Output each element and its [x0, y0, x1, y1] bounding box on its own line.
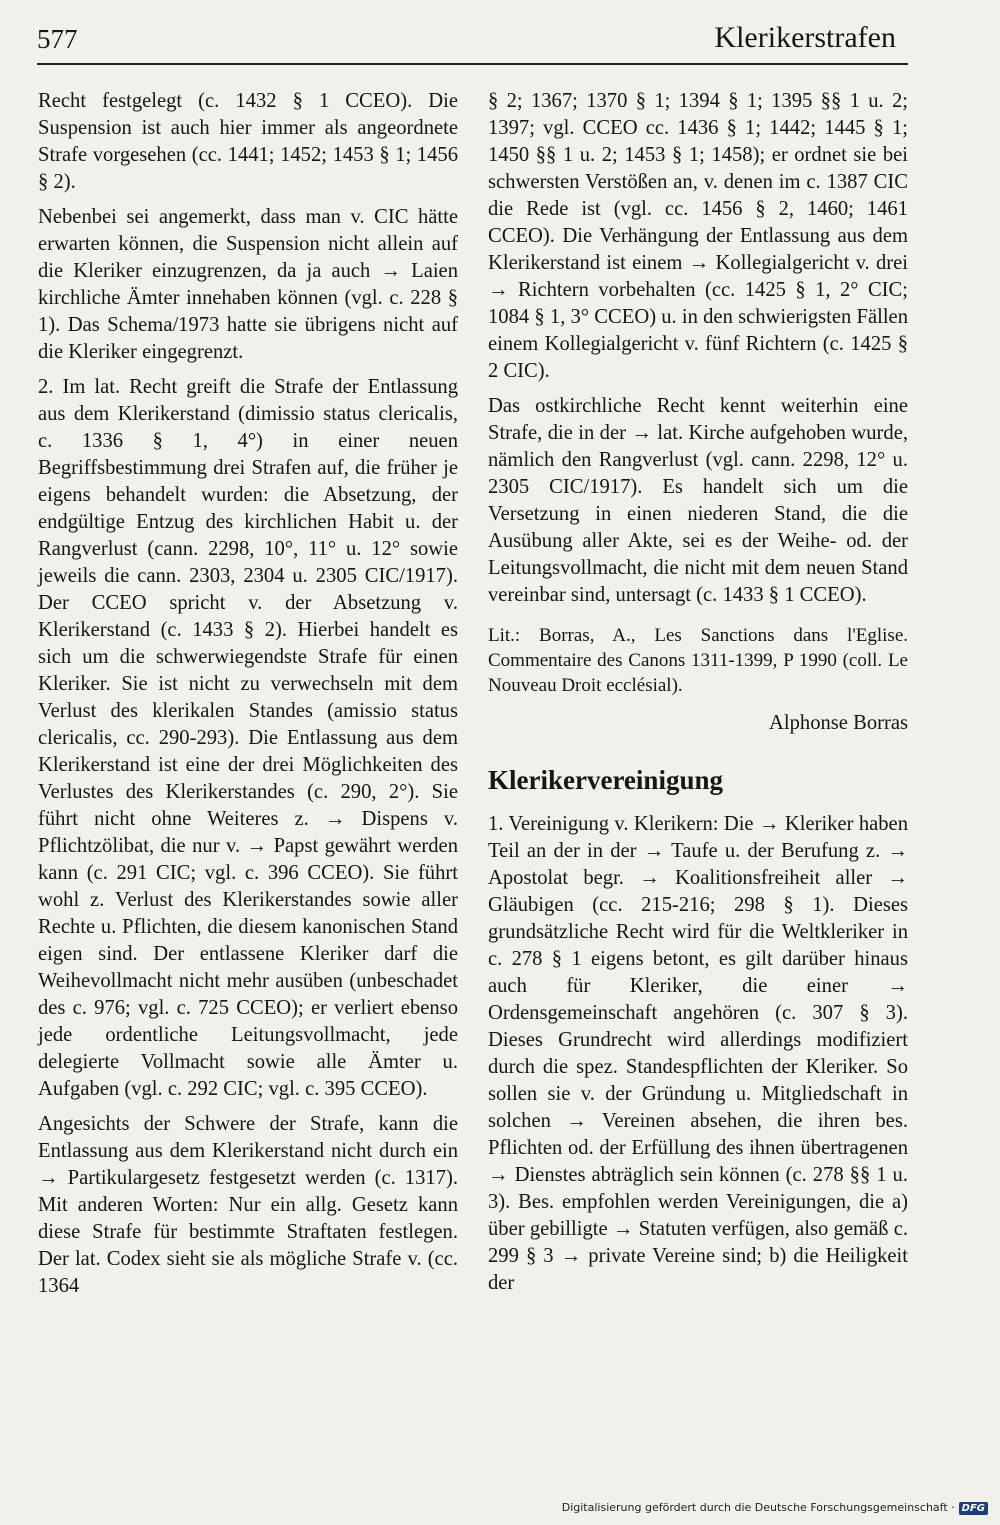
paragraph: Nebenbei sei angemerkt, dass man v. CIC hätte erwarten können, die Suspension nicht allein auf die Kleriker einzugrenzen, da ja auch → Laien kirchliche Ämter innehaben können (vgl. c. 228 § 1). Das Schema/1973 hatte sie übrigens nicht auf die Kleriker eingegrenzt. [38, 206, 458, 363]
paragraph: 1. Vereinigung v. Klerikern: Die → Kleriker haben Teil an der in der → Taufe u. der Berufung z. → Apostolat begr. → Koalitionsfreiheit aller → Gläubigen (cc. 215-216; 298 § 1). Dieses grundsätzliche Recht wird für die Weltkleriker in c. 278 § 1 eigens betont, es gilt darüber hinaus auch für Kleriker, die einer → Ordensgemeinschaft angehören (c. 307 § 3). Dieses Grundrecht wird allerdings modifiziert durch die spez. Standespflichten der Kleriker. So sollen sie v. der Gründung u. Mitgliedschaft in solchen → Vereinen absehen, die ihren bes. Pflichten od. der Erfüllung des ihnen übertragenen → Dienstes abträglich sein können (c. 278 §§ 1 u. 3). Bes. empfohlen werden Vereinigungen, die a) über gebilligte → Statuten verfügen, also gemäß c. 299 § 3 → private Vereine sind; b) die Heiligkeit der [488, 813, 908, 1294]
left-column [38, 88, 458, 1308]
paragraph: § 2; 1367; 1370 § 1; 1394 § 1; 1395 §§ 1 u. 2; 1397; vgl. CCEO cc. 1436 § 1; 1442; 1445 § 1; 1450 §§ 1 u. 2; 1453 § 1; 1458); er ordnet sie bei schwersten Verstößen an, v. denen im c. 1387 CIC die Rede ist (vgl. cc. 1456 § 2, 1460; 1461 CCEO). Die Verhängung der Entlassung aus dem Klerikerstand ist einem → Kollegialgericht v. drei → Richtern vorbehalten (cc. 1425 § 1, 2° CIC; 1084 § 1, 3° CCEO) u. in den schwierigsten Fällen einem Kollegialgericht v. fünf Richtern (c. 1425 § 2 CIC). [488, 90, 908, 382]
author-signature: Alphonse Borras [769, 712, 908, 734]
paragraph: Das ostkirchliche Recht kennt weiterhin eine Strafe, die in der → lat. Kirche aufgehoben wurde, nämlich den Rangverlust (vgl. cann. 2298, 12° u. 2305 CIC/1917). Es handelt sich um die Versetzung in einen niederen Stand, die die Ausübung aller Akte, sei es der Weihe- od. der Leitungsvollmacht, die nicht mit dem neuen Stand vereinbar sind, untersagt (c. 1433 § 1 CCEO). [488, 395, 908, 606]
footer [562, 1501, 988, 1515]
paragraph: 2. Im lat. Recht greift die Strafe der Entlassung aus dem Klerikerstand (dimissio status clericalis, c. 1336 § 1, 4°) in einer neuen Begriffsbestimmung drei Strafen auf, die früher je eigens behandelt wurden: die Absetzung, der endgültige Entzug des kirchlichen Habit u. der Rangverlust (cann. 2298, 10°, 11° u. 12° sowie jeweils die cann. 2303, 2304 u. 2305 CIC/1917). Der CCEO spricht v. der Absetzung v. Klerikerstand (c. 1433 § 2). Hierbei handelt es sich um die schwerwiegendste Strafe für einen Kleriker. Sie ist nicht zu verwechseln mit dem Verlust des klerikalen Standes (amissio status clericalis, cc. 290-293). Die Entlassung aus dem Klerikerstand ist eine der drei Möglichkeiten des Verlustes des Klerikerstandes (c. 290, 2°). Sie führt nicht ohne Weiteres z. → Dispens v. Pflichtzölibat, die nur v. → Papst gewährt werden kann (c. 291 CIC; vgl. c. 396 CCEO). Sie führt wohl z. Verlust des Klerikerstandes sowie aller Rechte u. Pflichten, die diesem kanonischen Stand eigen sind. Der entlassene Kleriker darf die Weihevollmacht nicht mehr ausüben (unbeschadet des c. 976; vgl. c. 725 CCEO); er verliert ebenso jede ordentliche Leitungsvollmacht, jede delegierte Vollmacht sowie alle Ämter u. Aufgaben (vgl. c. 292 CIC; vgl. c. 395 CCEO). [38, 376, 458, 1100]
dfg-logo: DFG [959, 1502, 988, 1515]
entry-title: Klerikervereinigung [488, 765, 723, 795]
paragraph: Recht festgelegt (c. 1432 § 1 CCEO). Die Suspension ist auch hier immer als angeordnete Strafe vorgesehen (cc. 1441; 1452; 1453 § 1; 1456 § 2). [38, 90, 458, 193]
right-column [488, 88, 908, 1305]
page-number: 577 [37, 24, 78, 54]
running-head: Klerikerstrafen [714, 21, 896, 54]
header-rule [37, 63, 908, 65]
footer-text: Digitalisierung gefördert durch die Deutsche Forschungsgemeinschaft · [561, 1501, 955, 1514]
paragraph: Angesichts der Schwere der Strafe, kann die Entlassung aus dem Klerikerstand nicht durch ein → Partikulargesetz festgesetzt werden (c. 1317). Mit anderen Worten: Nur ein allg. Gesetz kann diese Strafe für bestimmte Straftaten festlegen. Der lat. Codex sieht sie als mögliche Strafe v. (cc. 1364 [38, 1113, 458, 1297]
literature-reference: Lit.: Borras, A., Les Sanctions dans l'Eglise. Commentaire des Canons 1311-1399, P 1990 (coll. Le Nouveau Droit ecclésial). [488, 625, 908, 696]
